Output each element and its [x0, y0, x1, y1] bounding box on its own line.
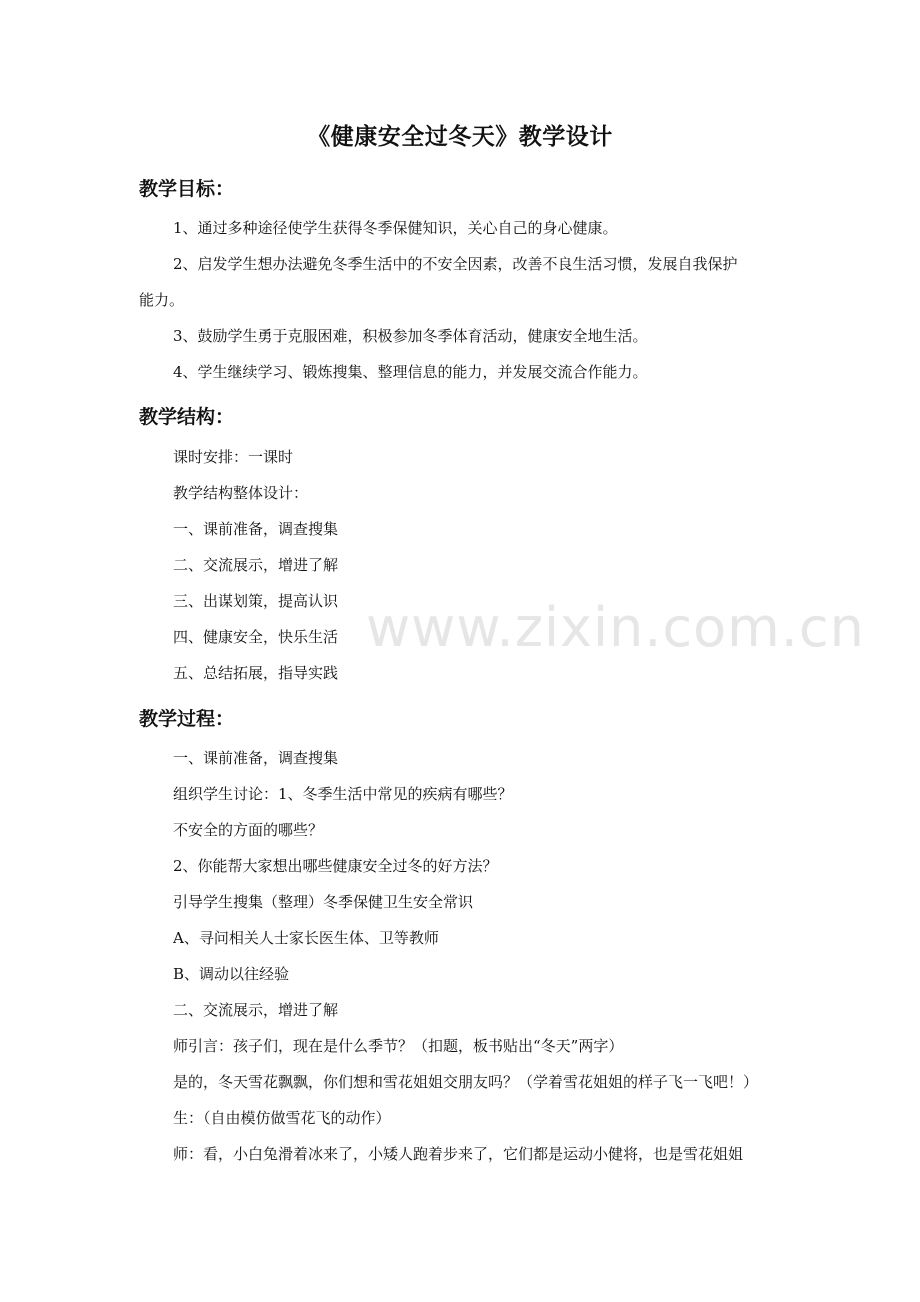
- paragraph-line: 2、启发学生想办法避免冬季生活中的不安全因素，改善不良生活习惯，发展自我保护: [173, 255, 738, 273]
- paragraph-line: 组织学生讨论：1、冬季生活中常见的疾病有哪些？: [173, 785, 513, 803]
- paragraph-line: 二、交流展示，增进了解: [173, 1001, 339, 1019]
- section-heading-structure: 教学结构：: [139, 406, 235, 428]
- paragraph-line: 师：看，小白兔滑着冰来了，小矮人跑着步来了，它们都是运动小健将，也是雪花姐姐: [173, 1145, 744, 1163]
- watermark: www.zixin.com.cn: [366, 596, 865, 659]
- paragraph-line: 生：（自由模仿做雪花飞的动作）: [173, 1109, 391, 1127]
- paragraph-line: 引导学生搜集（整理）冬季保健卫生安全常识: [173, 893, 474, 911]
- paragraph-line: 能力。: [139, 291, 185, 309]
- document-title: 《健康安全过冬天》教学设计: [307, 123, 613, 150]
- paragraph-line: 二、交流展示，增进了解: [173, 556, 339, 574]
- paragraph-line: 四、健康安全，快乐生活: [173, 628, 339, 646]
- paragraph-line: 是的，冬天雪花飘飘，你们想和雪花姐姐交朋友吗？（学着雪花姐姐的样子飞一飞吧！）: [173, 1073, 759, 1091]
- paragraph-line: 1、通过多种途径使学生获得冬季保健知识，关心自己的身心健康。: [173, 219, 618, 237]
- paragraph-line: 师引言：孩子们，现在是什么季节？（扣题，板书贴出“冬天”两字）: [173, 1037, 624, 1055]
- paragraph-line: 4、学生继续学习、锻炼搜集、整理信息的能力，并发展交流合作能力。: [173, 363, 648, 381]
- paragraph-line: 一、课前准备，调查搜集: [173, 520, 339, 538]
- paragraph-line: 教学结构整体设计：: [173, 484, 309, 502]
- paragraph-line: 五、总结拓展，指导实践: [173, 664, 339, 682]
- paragraph-line: 3、鼓励学生勇于克服困难，积极参加冬季体育活动，健康安全地生活。: [173, 327, 648, 345]
- section-heading-process: 教学过程：: [139, 708, 235, 730]
- paragraph-line: 2、你能帮大家想出哪些健康安全过冬的好方法？: [173, 857, 498, 875]
- paragraph-line: B、调动以往经验: [173, 965, 290, 983]
- paragraph-line: 一、课前准备，调查搜集: [173, 749, 339, 767]
- paragraph-line: A、寻问相关人士家长医生体、卫等教师: [173, 929, 439, 947]
- paragraph-line: 三、出谋划策，提高认识: [173, 592, 339, 610]
- section-heading-goals: 教学目标：: [139, 178, 235, 200]
- paragraph-line: 课时安排：一课时: [173, 448, 294, 466]
- paragraph-line: 不安全的方面的哪些？: [173, 821, 324, 839]
